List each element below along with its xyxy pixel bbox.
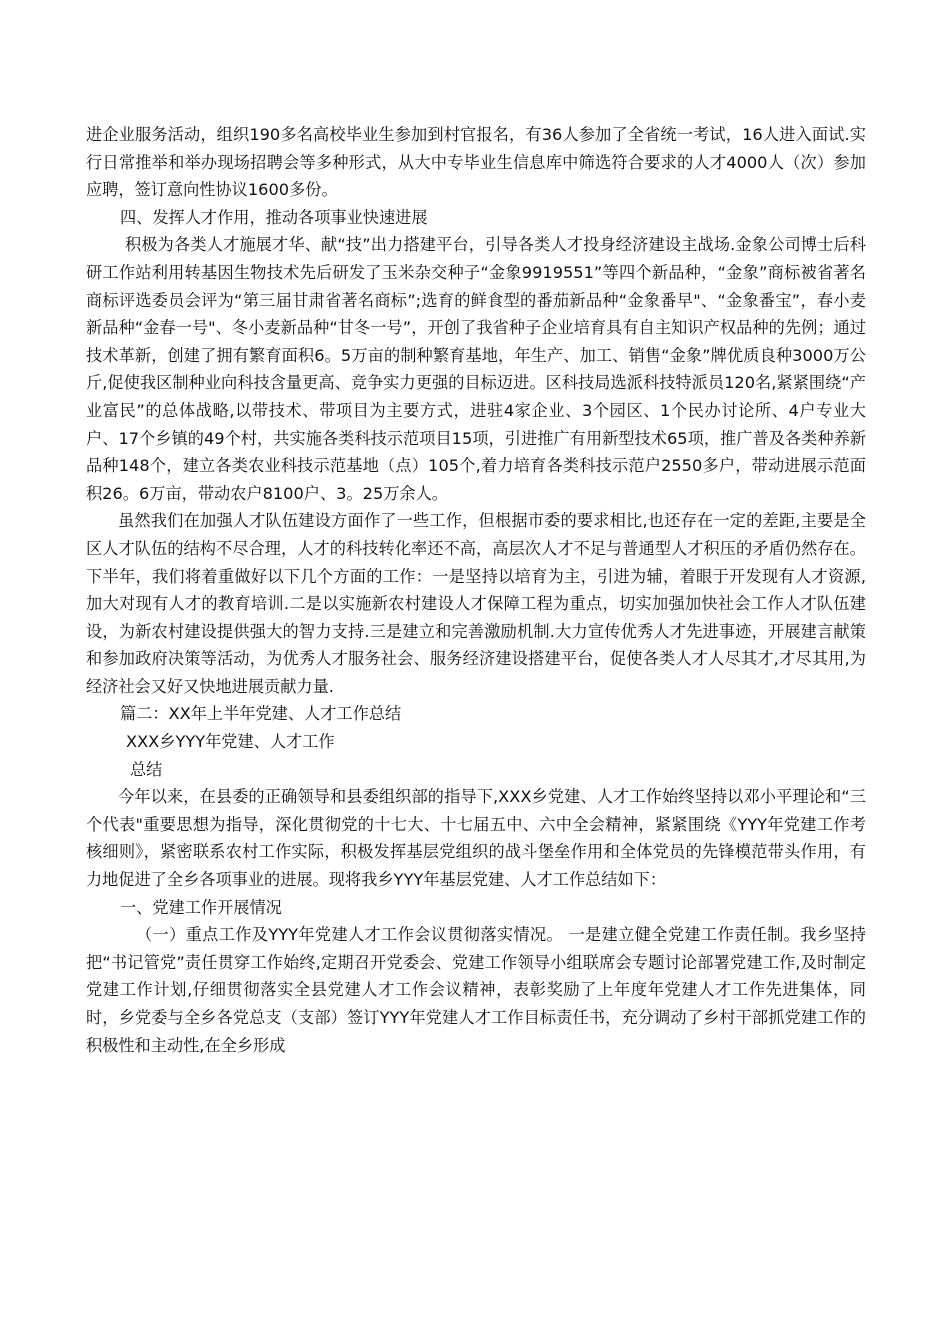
section-heading-party-work: 一、党建工作开展情况 xyxy=(120,897,282,917)
article-two-subtitle-summary: 总结 xyxy=(130,759,163,779)
article-two-subtitle: XXX乡YYY年党建、人才工作 xyxy=(126,732,335,752)
paragraph-talent-recruitment: 进企业服务活动，组织190多名高校毕业生参加到村官报名，有36人参加了全省统一考试，16人进入面试.实行日常推举和举办现场招聘会等多种形式，从大中专毕业生信息库中筛选符合要求的人才4000人（次）参加应聘，签订意向性协议1600多份。 xyxy=(86,125,866,200)
paragraph-shortcomings-plans: 虽然我们在加强人才队伍建设方面作了一些工作，但根据市委的要求相比,也还存在一定的差距,主要是全区人才队伍的结构不尽合理，人才的科技转化率还不高，高层次人才不足与普通型人才积压的矛盾仍然存在。下半年，我们将着重做好以下几个方面的工作：一是坚持以培育为主，引进为辅，着眼于开发现有人才资源,加大对现有人才的教育培训.二是以实施新农村建设人才保障工程为重点，切实加强加快社会工作人才队伍建设，为新农村建设提供强大的智力支持.三是建立和完善激励机制.大力宣传优秀人才先进事迹，开展建言献策和参加政府决策等活动，为优秀人才服务社会、服务经济建设搭建平台，促使各类人才人尽其才,才尽其用,为经济社会又好又快地进展贡献力量. xyxy=(86,511,866,696)
article-two-title: 篇二：XX年上半年党建、人才工作总结 xyxy=(120,704,402,724)
paragraph-talent-platform: 积极为各类人才施展才华、献“技”出力搭建平台，引导各类人才投身经济建设主战场.金象公司博士后科研工作站利用转基因生物技术先后研发了玉米杂交种子“金象9919551”等四个新品种，“金象”商标被省著名商标评选委员会评为“第三届甘肃省著名商标”;选育的鲜食型的番茄新品种“金象番早"、“金象番宝”，春小麦新品种“金春一号"、冬小麦新品种“甘冬一号”，开创了我省种子企业培育具有自主知识产权品种的先例；通过技术革新，创建了拥有繁育面积6。5万亩的制种繁育基地，年生产、加工、销售“金象”牌优质良种3000万公斤,促使我区制种业向科技含量更高、竞争实力更强的目标迈进。区科技局选派科技特派员120名,紧紧围绕“产业富民”的总体战略,以带技术、带项目为主要方式，进驻4家企业、3个园区、1个民办讨论所、4户专业大户、17个乡镇的49个村，共实施各类科技示范项目15项，引进推广有用新型技术65项，推广普及各类种养新品种148个，建立各类农业科技示范基地（点）105个,着力培育各类科技示范户2550多户，带动进展示范面积26。6万亩，带动农户8100户、3。25万余人。 xyxy=(86,235,866,503)
section-heading-talent-role: 四、发挥人才作用，推动各项事业快速进展 xyxy=(120,207,428,227)
paragraph-introduction: 今年以来，在县委的正确领导和县委组织部的指导下,XXX乡党建、人才工作始终坚持以邓小平理论和“三个代表"重要思想为指导，深化贯彻党的十七大、十七届五中、六中全会精神，紧紧围绕《YYY年党建工作考核细则》，紧密联系农村工作实际，积极发挥基层党组织的战斗堡垒作用和全体党员的先锋模范带头作用，有力地促进了全乡各项事业的进展。现将我乡YYY年基层党建、人才工作总结如下： xyxy=(86,787,866,890)
document-page xyxy=(86,121,866,1059)
paragraph-key-work: （一）重点工作及YYY年党建人才工作会议贯彻落实情况。 一是建立健全党建工作责任制。我乡坚持把“书记管党”责任贯穿工作始终,定期召开党委会、党建工作领导小组联席会专题讨论部署党建工作,及时制定党建工作计划,仔细贯彻落实全县党建人才工作会议精神，表彰奖励了上年度年党建人才工作先进集体，同时，乡党委与全乡各党总支（支部）签订YYY年党建人才工作目标责任书，充分调动了乡村干部抓党建工作的积极性和主动性,在全乡形成 xyxy=(86,925,866,1055)
